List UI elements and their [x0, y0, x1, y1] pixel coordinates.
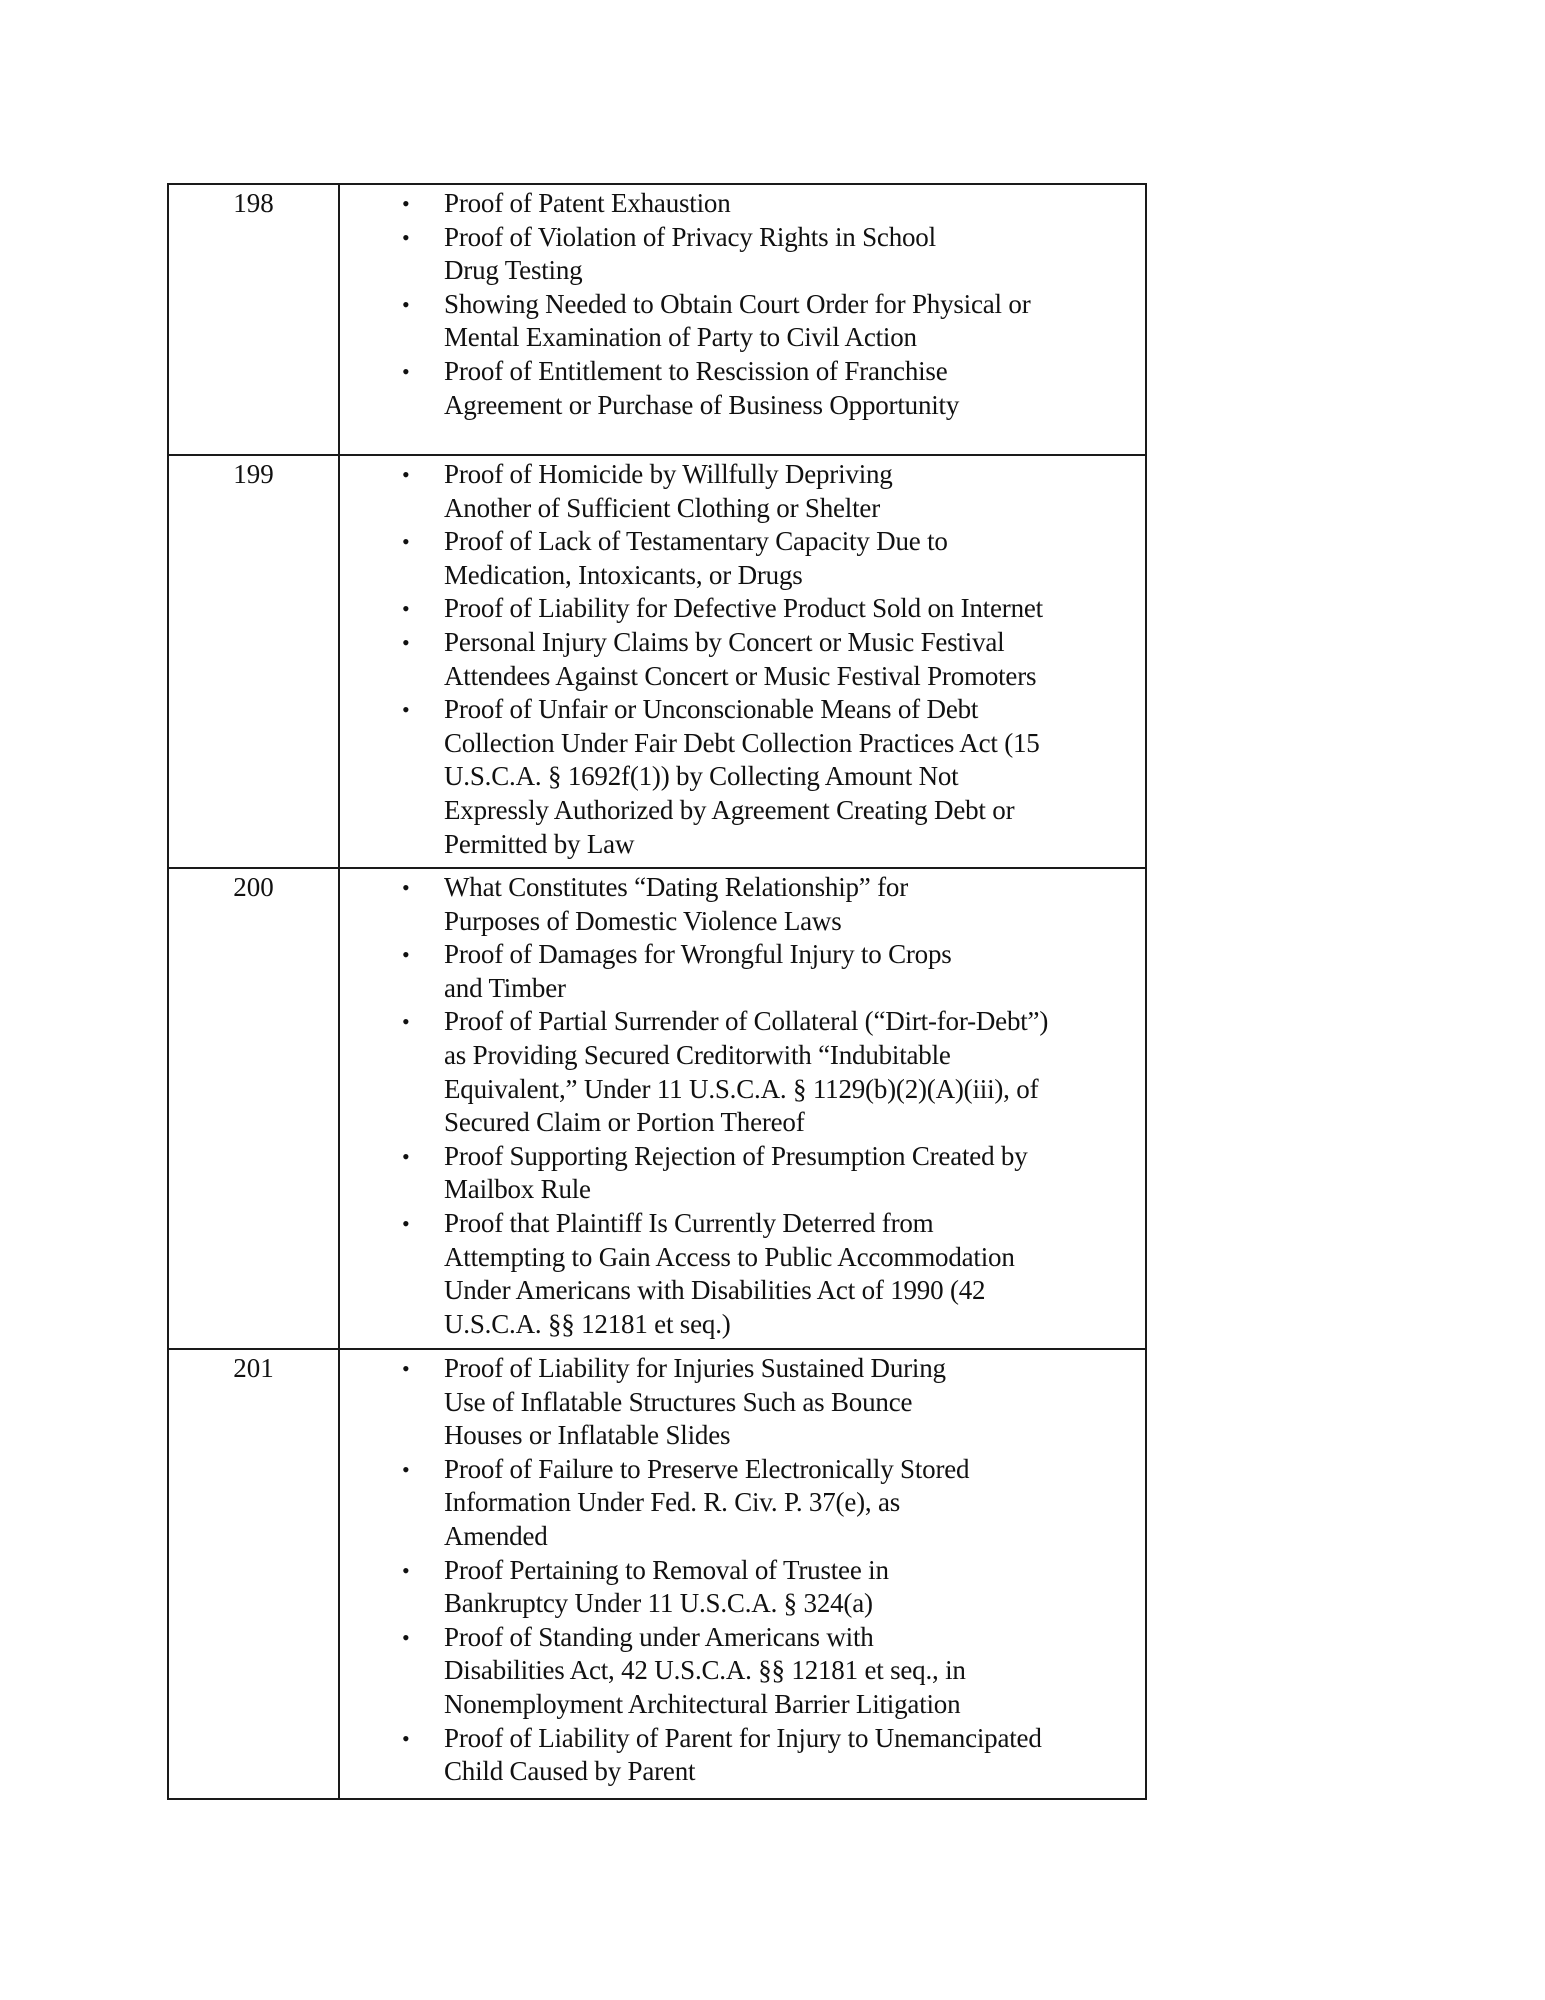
topic-text-line: Showing Needed to Obtain Court Order for Physical or: [444, 288, 1031, 319]
volume-number: 200: [233, 872, 274, 902]
list-item: [340, 1207, 1137, 1341]
topic-text-line: Medication, Intoxicants, or Drugs: [444, 559, 803, 590]
bullet-icon: •: [402, 191, 410, 216]
bullet-icon: •: [402, 224, 410, 250]
topics-cell: [339, 868, 1146, 1349]
topic-text-line: Houses or Inflatable Slides: [444, 1420, 731, 1451]
topic-text-line: Nonemployment Architectural Barrier Litigation: [444, 1688, 961, 1719]
table-body: [168, 184, 1146, 1799]
bullet-icon: •: [402, 942, 410, 968]
topic-text-line: and Timber: [444, 972, 566, 1003]
table-row: [168, 1349, 1146, 1799]
topic-text-line: Purposes of Domestic Violence Laws: [444, 905, 842, 936]
topic-text-line: Under Americans with Disabilities Act of 1990 (42: [444, 1275, 986, 1306]
list-item: [340, 1140, 1137, 1207]
topic-text-line: Proof of Lack of Testamentary Capacity Due to: [444, 526, 948, 557]
list-item: [340, 1005, 1137, 1139]
topic-text-line: Expressly Authorized by Agreement Creating Debt or: [444, 794, 1015, 825]
topics-cell: [339, 1349, 1146, 1799]
topic-list: [340, 1352, 1137, 1789]
volume-number: 198: [233, 188, 274, 218]
bullet-icon: •: [402, 697, 410, 723]
topic-text-line: Proof of Standing under Americans with: [444, 1621, 874, 1652]
topic-text-line: Drug Testing: [444, 255, 583, 286]
table-row: [168, 455, 1146, 868]
topic-text-line: Proof of Liability of Parent for Injury to Unemancipated: [444, 1722, 1042, 1753]
bullet-icon: •: [402, 1356, 410, 1381]
list-item: [340, 1352, 1137, 1453]
list-item: [340, 871, 1137, 938]
topic-text-line: Child Caused by Parent: [444, 1756, 696, 1787]
bullet-icon: •: [402, 462, 410, 487]
bullet-icon: •: [402, 1624, 410, 1650]
bullet-icon: •: [402, 358, 410, 384]
list-item: [340, 458, 1137, 525]
list-item: [340, 288, 1137, 355]
topic-text-line: Equivalent,” Under 11 U.S.C.A. § 1129(b)(2)(A)(iii), of: [444, 1073, 1039, 1104]
topic-text-line: Use of Inflatable Structures Such as Bounce: [444, 1386, 913, 1417]
list-item: [340, 525, 1137, 592]
bullet-icon: •: [402, 1456, 410, 1482]
bullet-icon: •: [402, 875, 410, 900]
topic-text-line: as Providing Secured Creditorwith “Indubitable: [444, 1039, 951, 1070]
topic-text-line: Proof of Liability for Injuries Sustained During: [444, 1353, 946, 1383]
topic-text-line: Permitted by Law: [444, 828, 635, 859]
topic-text-line: Proof Supporting Rejection of Presumption Created by: [444, 1140, 1028, 1171]
topic-text-line: Proof of Partial Surrender of Collateral (“Dirt-for-Debt”): [444, 1006, 1049, 1037]
bullet-icon: •: [402, 1725, 410, 1751]
topic-text-line: What Constitutes “Dating Relationship” for: [444, 872, 909, 902]
bullet-icon: •: [402, 1009, 410, 1035]
list-item: [340, 1621, 1137, 1722]
list-item: [340, 1722, 1137, 1789]
topic-text-line: Mailbox Rule: [444, 1174, 591, 1205]
volume-number: 201: [233, 1353, 274, 1383]
topic-text-line: U.S.C.A. §§ 12181 et seq.): [444, 1308, 731, 1339]
bullet-icon: •: [402, 629, 410, 655]
table-row: [168, 868, 1146, 1349]
topics-cell: [339, 455, 1146, 868]
topic-text-line: Bankruptcy Under 11 U.S.C.A. § 324(a): [444, 1588, 873, 1619]
list-item: [340, 938, 1137, 1005]
topic-text-line: Proof of Violation of Privacy Rights in School: [444, 221, 936, 252]
topic-text-line: Amended: [444, 1520, 548, 1551]
bullet-icon: •: [402, 529, 410, 555]
volume-number-cell: [168, 184, 339, 455]
topic-text-line: Proof that Plaintiff Is Currently Deterred from: [444, 1207, 934, 1238]
bullet-icon: •: [402, 291, 410, 317]
volume-number: 199: [233, 459, 274, 489]
topic-text-line: U.S.C.A. § 1692f(1)) by Collecting Amount Not: [444, 761, 959, 792]
volume-topics-table: [167, 183, 1147, 1800]
topic-list: [340, 871, 1137, 1341]
topic-text-line: Information Under Fed. R. Civ. P. 37(e), as: [444, 1487, 901, 1518]
topic-text-line: Disabilities Act, 42 U.S.C.A. §§ 12181 et seq., in: [444, 1655, 966, 1686]
list-item: [340, 626, 1137, 693]
table-row: [168, 184, 1146, 455]
volume-number-cell: [168, 455, 339, 868]
list-item: [340, 1554, 1137, 1621]
topic-text-line: Secured Claim or Portion Thereof: [444, 1107, 805, 1138]
topics-cell: [339, 184, 1146, 455]
topic-text-line: Collection Under Fair Debt Collection Practices Act (15: [444, 727, 1040, 758]
topic-text-line: Proof Pertaining to Removal of Trustee in: [444, 1554, 889, 1585]
topic-text-line: Attendees Against Concert or Music Festival Promoters: [444, 660, 1037, 691]
topic-text-line: Mental Examination of Party to Civil Action: [444, 322, 917, 353]
topic-list: [340, 187, 1137, 422]
list-item: [340, 693, 1137, 861]
topic-text-line: Proof of Liability for Defective Product Sold on Internet: [444, 593, 1043, 624]
topic-text-line: Proof of Homicide by Willfully Depriving: [444, 459, 893, 489]
topic-list: [340, 458, 1137, 861]
topic-text-line: Proof of Patent Exhaustion: [444, 188, 731, 218]
topic-text-line: Agreement or Purchase of Business Opportunity: [444, 389, 960, 420]
topic-text-line: Attempting to Gain Access to Public Accommodation: [444, 1241, 1015, 1272]
list-item: [340, 592, 1137, 626]
list-item: [340, 1453, 1137, 1554]
list-item: [340, 187, 1137, 221]
topic-text-line: Another of Sufficient Clothing or Shelter: [444, 492, 880, 523]
topic-text-line: Personal Injury Claims by Concert or Music Festival: [444, 626, 1005, 657]
topic-text-line: Proof of Entitlement to Rescission of Franchise: [444, 355, 948, 386]
bullet-icon: •: [402, 1557, 410, 1583]
list-item: [340, 355, 1137, 422]
topic-text-line: Proof of Failure to Preserve Electronically Stored: [444, 1453, 970, 1484]
bullet-icon: •: [402, 1210, 410, 1236]
bullet-icon: •: [402, 596, 410, 622]
volume-number-cell: [168, 1349, 339, 1799]
list-item: [340, 221, 1137, 288]
topic-text-line: Proof of Damages for Wrongful Injury to Crops: [444, 939, 952, 970]
topic-text-line: Proof of Unfair or Unconscionable Means of Debt: [444, 694, 979, 725]
volume-number-cell: [168, 868, 339, 1349]
bullet-icon: •: [402, 1143, 410, 1169]
